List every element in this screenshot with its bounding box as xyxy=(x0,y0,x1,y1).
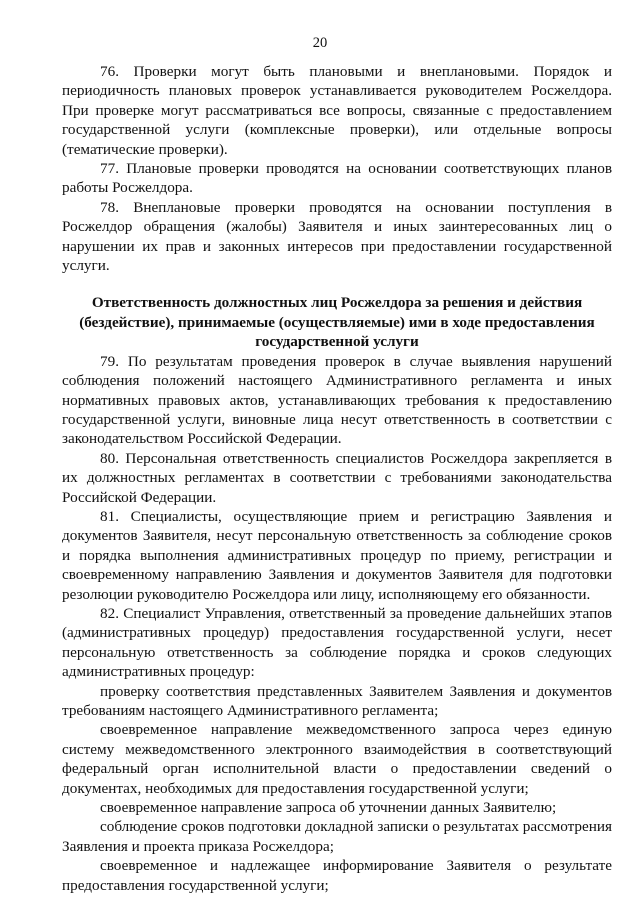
paragraph-79: 79. По результатам проведения проверок в случае выявления нарушений соблюдения положений настоящего Административного регламента и иных нормативных правовых актов, устанавливающих требования к предоставлению государственной услуги, виновные лица несут ответственность в соответствии с законодательством Российской Федерации. xyxy=(62,352,612,448)
paragraph-81: 81. Специалисты, осуществляющие прием и регистрацию Заявления и документов Заявителя, несут персональную ответственность за соблюдение сроков и порядка выполнения административных процедур по приему, регистрации и своевременному направлению Заявления и документов Заявителя для подготовки резолюции руководителю Росжелдора или лицу, исполняющему его обязанности. xyxy=(62,507,612,603)
list-item: соблюдение сроков подготовки докладной записки о результатах рассмотрения Заявления и проекта приказа Росжелдора; xyxy=(62,818,612,855)
paragraph-77: 77. Плановые проверки проводятся на основании соответствующих планов работы Росжелдора. xyxy=(62,160,612,197)
page-number: 20 xyxy=(312,35,328,51)
list-item: проверку соответствия представленных Заявителем Заявления и документов требованиям настоящего Административного регламента; xyxy=(62,682,612,719)
paragraph-78: 78. Внеплановые проверки проводятся на основании поступления в Росжелдор обращения (жалобы) Заявителя и иных заинтересованных лиц о нарушении их прав и законных интересов при предоставлении государственной услуги. xyxy=(62,198,612,275)
section-heading: Ответственность должностных лиц Росжелдора за решения и действия (бездействие), принимаемые (осуществляемые) ими в ходе предоставления государственной услуги xyxy=(79,294,595,351)
list-item: своевременное направление запроса об уточнении данных Заявителю; xyxy=(100,799,557,817)
list-item: своевременное и надлежащее информирование Заявителя о результате предоставления государственной услуги; xyxy=(62,857,612,894)
paragraph-82: 82. Специалист Управления, ответственный за проведение дальнейших этапов (административных процедур) предоставления государственной услуги, несет персональную ответственность за соблюдение порядка и сроков следующих административных процедур: xyxy=(62,604,612,681)
paragraph-80: 80. Персональная ответственность специалистов Росжелдора закрепляется в их должностных регламентах в соответствии с требованиями законодательства Российской Федерации. xyxy=(62,449,612,506)
document-body xyxy=(62,62,612,895)
list-item: своевременное направление межведомственного запроса через единую систему межведомственного электронного взаимодействия в соответствующий федеральный орган исполнительной власти о предоставлении сведений о документах, необходимых для предоставления государственной услуги; xyxy=(62,721,612,797)
paragraph-76: 76. Проверки могут быть плановыми и внеплановыми. Порядок и периодичность плановых проверок устанавливается руководителем Росжелдора. При проверке могут рассматриваться все вопросы, связанные с предоставлением государственной услуги (комплексные проверки), или отдельные вопросы (тематические проверки). xyxy=(62,63,612,158)
